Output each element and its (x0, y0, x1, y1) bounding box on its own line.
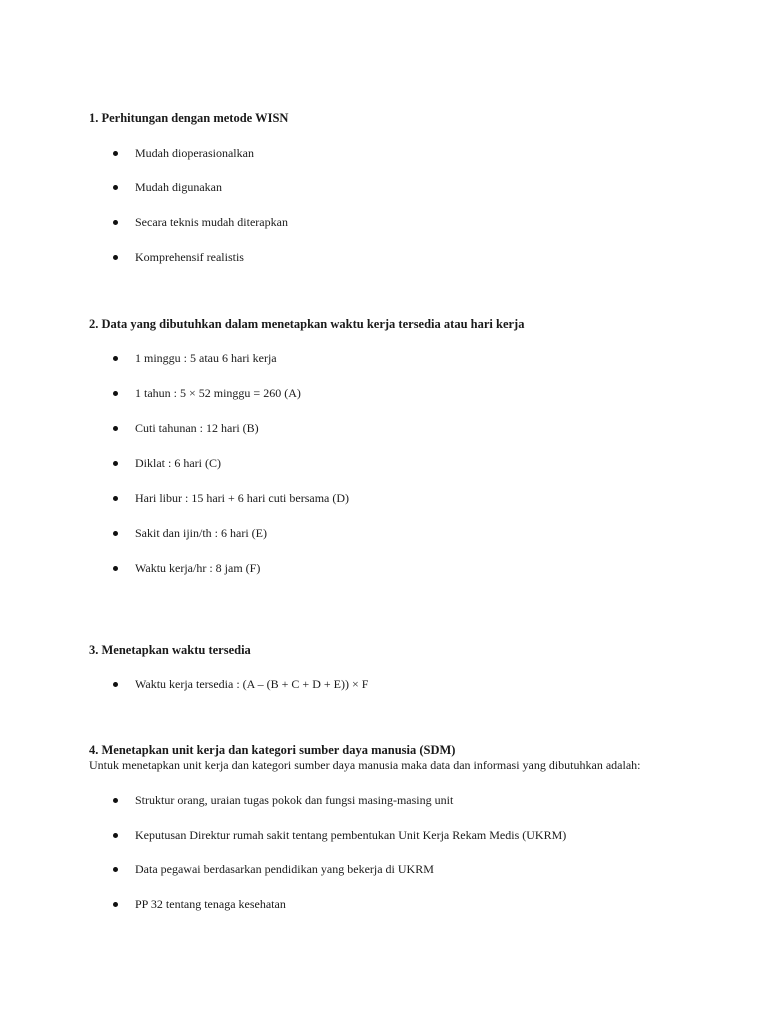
bullet-icon (113, 255, 118, 260)
list-item (113, 793, 453, 808)
list-item-text: Mudah digunakan (135, 180, 222, 194)
bullet-icon (113, 356, 118, 361)
list-item-text: 1 tahun : 5 × 52 minggu = 260 (A) (135, 386, 301, 400)
list-item (113, 386, 301, 401)
list-item (113, 180, 222, 195)
bullet-icon (113, 833, 118, 838)
list-item (113, 897, 286, 912)
bullet-icon (113, 391, 118, 396)
list-item-text: Secara teknis mudah diterapkan (135, 215, 288, 229)
list-item-text: Hari libur : 15 hari + 6 hari cuti bersama (D) (135, 491, 350, 505)
bullet-icon (113, 902, 118, 907)
list-item-text: Cuti tahunan : 12 hari (B) (135, 421, 259, 435)
bullet-icon (113, 496, 118, 501)
section-1-heading: 1. Perhitungan dengan metode WISN (89, 111, 289, 125)
list-item (113, 677, 368, 692)
list-item (113, 421, 259, 436)
list-item-text: Data pegawai berdasarkan pendidikan yang bekerja di UKRM (135, 862, 434, 876)
bullet-icon (113, 566, 118, 571)
list-item (113, 250, 244, 265)
bullet-icon (113, 867, 118, 872)
list-item (113, 561, 260, 576)
bullet-icon (113, 185, 118, 190)
list-item-text: 1 minggu : 5 atau 6 hari kerja (135, 351, 277, 365)
list-item (113, 351, 277, 366)
section-2-heading: 2. Data yang dibutuhkan dalam menetapkan waktu kerja tersedia atau hari kerja (89, 317, 525, 331)
list-item-text: Sakit dan ijin/th : 6 hari (E) (135, 526, 267, 540)
bullet-icon (113, 220, 118, 225)
section-4-paragraph: Untuk menetapkan unit kerja dan kategori sumber daya manusia maka data dan informasi yang dibutuhkan adalah: (89, 758, 641, 772)
list-item (113, 828, 566, 843)
list-item-text: Komprehensif realistis (135, 250, 244, 264)
bullet-icon (113, 426, 118, 431)
list-item (113, 215, 288, 230)
list-item (113, 146, 254, 161)
section-3-heading: 3. Menetapkan waktu tersedia (89, 643, 251, 657)
list-item-text: Waktu kerja/hr : 8 jam (F) (135, 561, 261, 575)
bullet-icon (113, 151, 118, 156)
bullet-icon (113, 682, 118, 687)
bullet-icon (113, 461, 118, 466)
list-item (113, 526, 267, 541)
list-item (113, 456, 221, 471)
list-item (113, 862, 434, 877)
bullet-icon (113, 798, 118, 803)
list-item-text: PP 32 tentang tenaga kesehatan (135, 897, 286, 911)
list-item-text: Struktur orang, uraian tugas pokok dan fungsi masing-masing unit (135, 793, 454, 807)
bullet-icon (113, 531, 118, 536)
list-item-text: Keputusan Direktur rumah sakit tentang pembentukan Unit Kerja Rekam Medis (UKRM) (135, 828, 567, 842)
list-item-text: Waktu kerja tersedia : (A – (B + C + D + E)) × F (135, 677, 369, 691)
list-item (113, 491, 349, 506)
list-item-text: Diklat : 6 hari (C) (135, 456, 221, 470)
list-item-text: Mudah dioperasionalkan (135, 146, 254, 160)
section-4-heading: 4. Menetapkan unit kerja dan kategori sumber daya manusia (SDM) (89, 743, 456, 757)
